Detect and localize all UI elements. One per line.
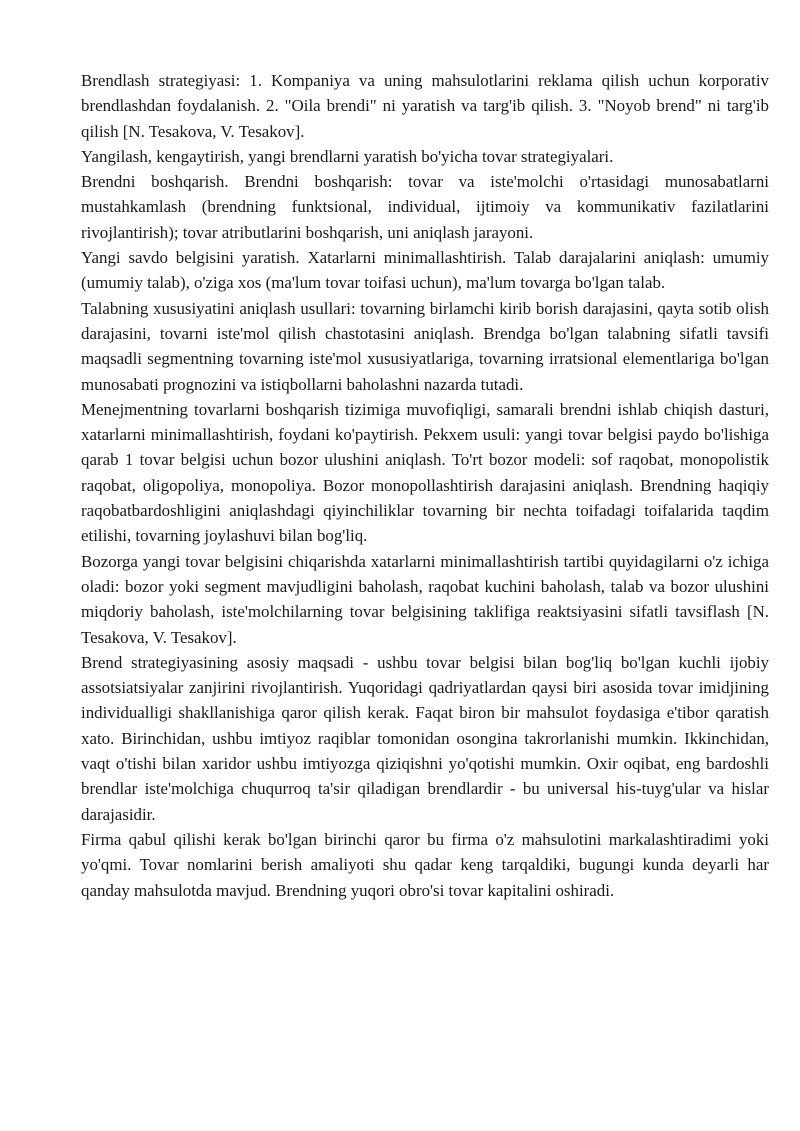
paragraph-demand-methods: Talabning xususiyatini aniqlash usullari: tovarning birlamchi kirib borish darajasini, qayta sotib olish darajasini, tovarni iste'mol qilish chastotasini aniqlash. Brendga bo'lgan talabning sifatli tavsifi maqsadli segmentning tovarning iste'mol xususiyatlariga, tovarning irratsional elementlariga bo'lgan munosabati prognozini va istiqbollarni baholashni nazarda tutadi. bbox=[81, 298, 769, 394]
paragraph-brand-strategy-goal: Brend strategiyasining asosiy maqsadi - ushbu tovar belgisi bilan bog'liq bo'lgan kuchli ijobiy assotsiatsiyalar zanjirini rivojlantirish. Yuqoridagi qadriyatlardan qaysi biri asosida tovar imidjining individualligi shakllanishiga qaror qilish kerak. Faqat biron bir mahsulot foydasiga e'tibor qaratish xato. Birinchidan, ushbu imtiyoz raqiblar tomonidan osongina takrorlanishi mumkin. Ikkinchidan, vaqt o'tishi bilan xaridor ushbu imtiyozga qiziqishni yo'qotishi mumkin. Oxir oqibat, eng bardoshli brendlar iste'molchiga chuqurroq ta'sir qiladigan brendlardir - bu universal his-tuyg'ular va hislar darajasidir. bbox=[81, 652, 769, 824]
paragraph-new-trademark: Yangi savdo belgisini yaratish. Xatarlarni minimallashtirish. Talab darajalarini aniqlash: umumiy (umumiy talab), o'ziga xos (ma'lum tovar toifasi uchun), ma'lum tovarga bo'lgan talab. bbox=[81, 248, 769, 293]
paragraph-first-decision: Firma qabul qilishi kerak bo'lgan birinchi qaror bu firma o'z mahsulotini markalashtiradimi yoki yo'qmi. Tovar nomlarini berish amaliyoti shu qadar keng tarqaldiki, bugungi kunda deyarli har qanday mahsulotda mavjud. Brendning yuqori obro'si tovar kapitalini oshiradi. bbox=[81, 829, 769, 900]
paragraph-management-compliance: Menejmentning tovarlarni boshqarish tizimiga muvofiqligi, samarali brendni ishlab chiqish dasturi, xatarlarni minimallashtirish, foydani ko'paytirish. Pekxem usuli: yangi tovar belgisi paydo bo'lishiga qarab 1 tovar belgisi uchun bozor ulushini aniqlash. To'rt bozor modeli: sof raqobat, monopolistik raqobat, oligopoliya, monopoliya. Bozor monopollashtirish darajasini aniqlash. Brendning haqiqiy raqobatbardoshligini aniqlashdagi qiyinchiliklar tovarning bir nechta toifadagi toifalarida taqdim etilishi, tovarning joylashuvi bilan bog'liq. bbox=[81, 399, 769, 546]
paragraph-product-strategies: Yangilash, kengaytirish, yangi brendlarni yaratish bo'yicha tovar strategiyalari. bbox=[81, 146, 614, 166]
paragraph-brand-management: Brendni boshqarish. Brendni boshqarish: tovar va iste'molchi o'rtasidagi munosabatlarni mustahkamlash (brendning funktsional, individual, ijtimoiy va kommunikativ fazilatlarini rivojlantirish); tovar atributlarini boshqarish, uni aniqlash jarayoni. bbox=[81, 172, 769, 242]
document-page bbox=[81, 68, 769, 903]
paragraph-risk-minimization: Bozorga yangi tovar belgisini chiqarishda xatarlarni minimallashtirish tartibi quyidagilarni o'z ichiga oladi: bozor yoki segment mavjudligini baholash, raqobat kuchini baholash, talab va bozor ulushini miqdoriy baholash, iste'molchilarning tovar belgisining taklifiga reaktsiyasini sifatli tavsiflash [N. Tesakova, V. Tesakov]. bbox=[81, 551, 769, 647]
paragraph-branding-strategy: Brendlash strategiyasi: 1. Kompaniya va uning mahsulotlarini reklama qilish uchun korporativ brendlashdan foydalanish. 2. "Oila brendi" ni yaratish va targ'ib qilish. 3. "Noyob brend" ni targ'ib qilish [N. Tesakova, V. Tesakov]. bbox=[81, 71, 769, 141]
